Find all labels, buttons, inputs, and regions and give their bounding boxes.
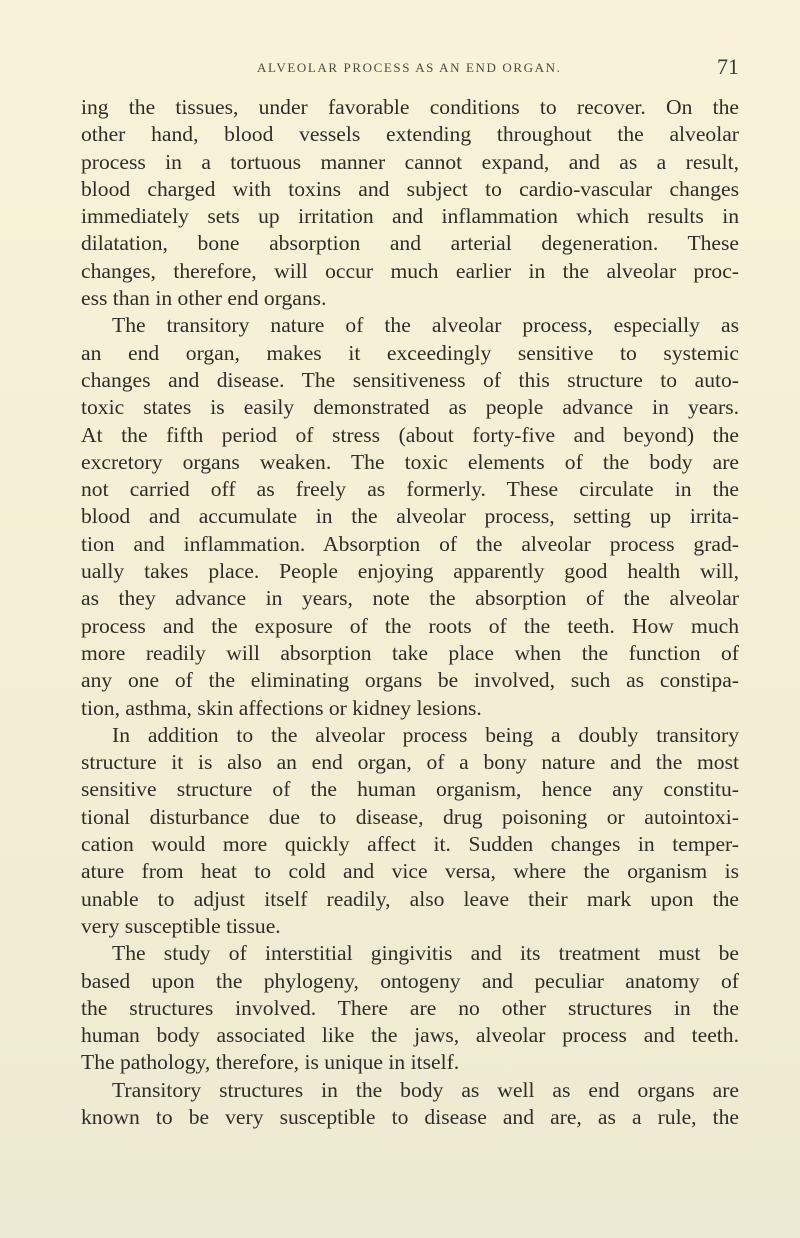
text-line: dilatation, bone absorption and arterial degeneration. These [81,231,739,256]
text-line: any one of the eliminating organs be involved, such as constipa- [81,668,739,693]
text-line: more readily will absorption take place when the function of [81,640,739,665]
text-line: The pathology, therefore, is unique in itself. [81,1050,460,1075]
text-line: as they advance in years, note the absorption of the alveolar [81,586,739,611]
text-line: Transitory structures in the body as well as end organs are [112,1077,739,1102]
text-line: tional disturbance due to disease, drug poisoning or autointoxi- [81,804,739,829]
body-text [81,94,739,1131]
text-line: structure it is also an end organ, of a bony nature and the most [81,750,739,775]
text-line: toxic states is easily demonstrated as people advance in years. [81,395,739,420]
text-line: tion, asthma, skin affections or kidney lesions. [81,695,482,720]
text-line: based upon the phylogeny, ontogeny and peculiar anatomy of [81,968,739,993]
running-head [81,54,739,82]
text-line: changes and disease. The sensitiveness of this structure to auto- [81,367,739,392]
text-line: In addition to the alveolar process being a doubly transitory [112,722,739,747]
paragraph [81,94,739,312]
text-line: ually takes place. People enjoying apparently good health will, [81,559,739,584]
text-line: blood charged with toxins and subject to cardio-vascular changes [81,176,739,201]
text-line: known to be very susceptible to disease and are, as a rule, the [81,1104,739,1129]
text-line: human body associated like the jaws, alveolar process and teeth. [81,1023,739,1048]
paragraph [81,722,739,940]
text-line: process and the exposure of the roots of the teeth. How much [81,613,739,638]
text-line: immediately sets up irritation and inflammation which results in [81,204,739,229]
text-line: ature from heat to cold and vice versa, where the organism is [81,859,739,884]
paragraph [81,940,739,1076]
text-line: ing the tissues, under favorable conditions to recover. On the [81,95,739,119]
paragraph [81,312,739,721]
text-line: blood and accumulate in the alveolar process, setting up irrita- [81,504,739,529]
text-line: The study of interstitial gingivitis and its treatment must be [112,941,739,966]
text-line: changes, therefore, will occur much earlier in the alveolar proc- [81,258,739,283]
text-line: process in a tortuous manner cannot expand, and as a result, [81,149,739,174]
text-line: At the fifth period of stress (about forty-five and beyond) the [81,422,739,447]
page-number: 71 [717,54,739,79]
text-line: unable to adjust itself readily, also leave their mark upon the [81,886,739,911]
paragraph [81,1077,739,1132]
text-line: not carried off as freely as formerly. These circulate in the [81,477,739,502]
text-line: ess than in other end organs. [81,286,327,311]
text-line: sensitive structure of the human organism, hence any constitu- [81,777,739,802]
text-line: the structures involved. There are no other structures in the [81,995,739,1020]
running-title: ALVEOLAR PROCESS AS AN END ORGAN. [257,60,562,75]
text-line: very susceptible tissue. [81,913,281,938]
text-line: The transitory nature of the alveolar process, especially as [112,313,739,338]
text-line: cation would more quickly affect it. Sudden changes in temper- [81,832,739,857]
text-line: an end organ, makes it exceedingly sensitive to systemic [81,340,739,365]
text-line: other hand, blood vessels extending throughout the alveolar [81,122,739,147]
text-line: excretory organs weaken. The toxic elements of the body are [81,449,739,474]
text-line: tion and inflammation. Absorption of the alveolar process grad- [81,531,739,556]
